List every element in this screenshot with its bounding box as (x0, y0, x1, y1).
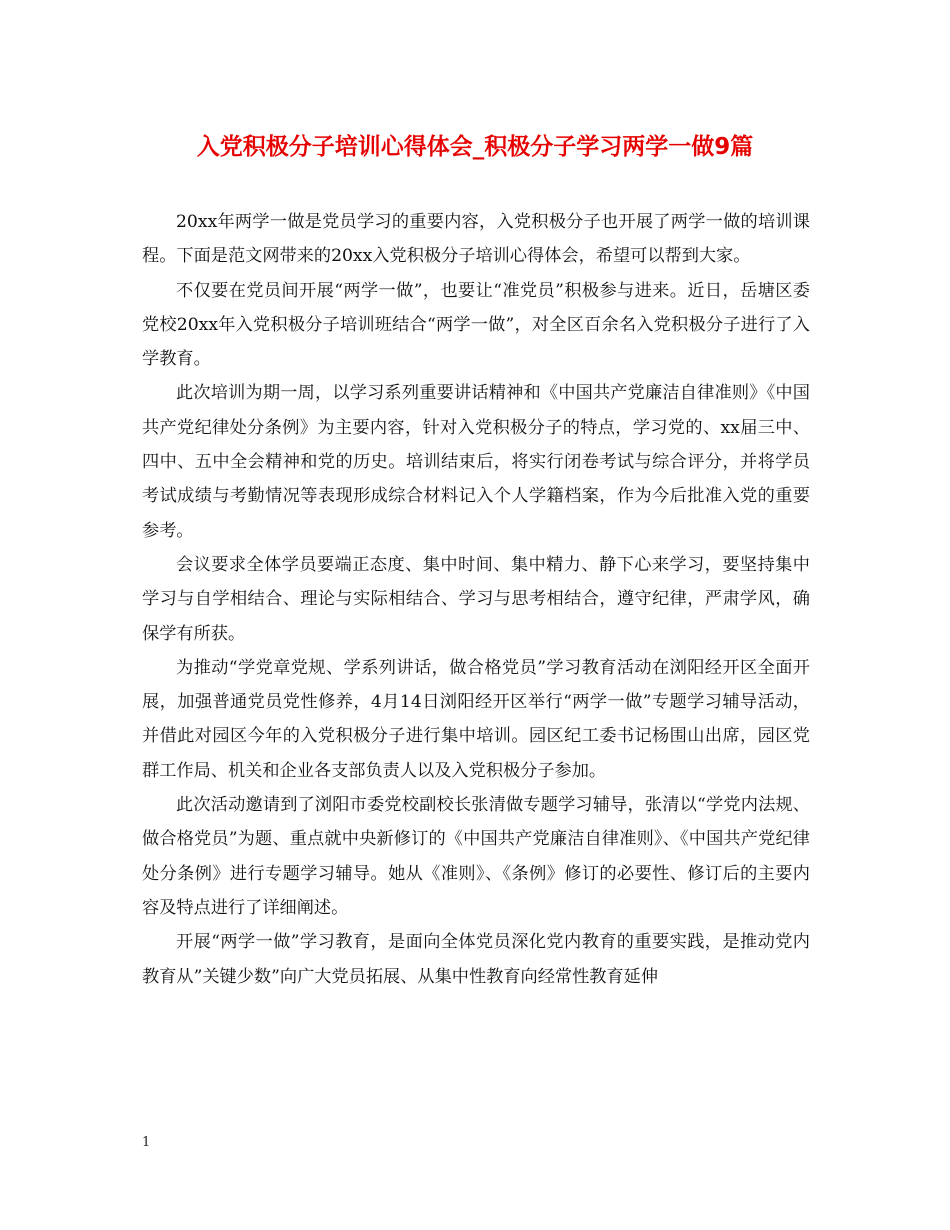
paragraph: 不仅要在党员间开展“两学一做”，也要让“准党员”积极参与进来。近日，岳塘区委党校20xx年入党积极分子培训班结合“两学一做”，对全区百余名入党积极分子进行了入学教育。 (142, 280, 810, 370)
paragraph: 此次活动邀请到了浏阳市委党校副校长张清做专题学习辅导，张清以“学党内法规、做合格党员”为题、重点就中央新修订的《中国共产党廉洁自律准则》、《中国共产党纪律处分条例》进行专题学习辅导。她从《准则》、《条例》修订的必要性、修订后的主要内容及特点进行了详细阐述。 (142, 795, 810, 918)
paragraph: 20xx年两学一做是党员学习的重要内容，入党积极分子也开展了两学一做的培训课程。下面是范文网带来的20xx入党积极分子培训心得体会，希望可以帮到大家。 (142, 212, 810, 267)
page-number: 1 (142, 1135, 151, 1150)
paragraph: 开展“两学一做”学习教育，是面向全体党员深化党内教育的重要实践，是推动党内教育从”关键少数”向广大党员拓展、从集中性教育向经常性教育延伸 (142, 932, 810, 987)
document-title: 入党积极分子培训心得体会_积极分子学习两学一做9篇 (196, 134, 754, 160)
paragraph: 此次培训为期一周，以学习系列重要讲话精神和《中国共产党廉洁自律准则》《中国共产党纪律处分条例》为主要内容，针对入党积极分子的特点，学习党的、xx届三中、四中、五中全会精神和党的历史。培训结束后，将实行闭卷考试与综合评分，并将学员考试成绩与考勤情况等表现形成综合材料记入个人学籍档案，作为今后批准入党的重要参考。 (142, 383, 810, 541)
paragraph: 会议要求全体学员要端正态度、集中时间、集中精力、静下心来学习，要坚持集中学习与自学相结合、理论与实际相结合、学习与思考相结合，遵守纪律，严肃学风，确保学有所获。 (142, 554, 810, 644)
document-body (142, 205, 810, 994)
paragraph: 为推动“学党章党规、学系列讲话，做合格党员”学习教育活动在浏阳经开区全面开展，加强普通党员党性修养，4月14日浏阳经开区举行“两学一做”专题学习辅导活动，并借此对园区今年的入党积极分子进行集中培训。园区纪工委书记杨围山出席，园区党群工作局、机关和企业各支部负责人以及入党积极分子参加。 (142, 657, 810, 781)
